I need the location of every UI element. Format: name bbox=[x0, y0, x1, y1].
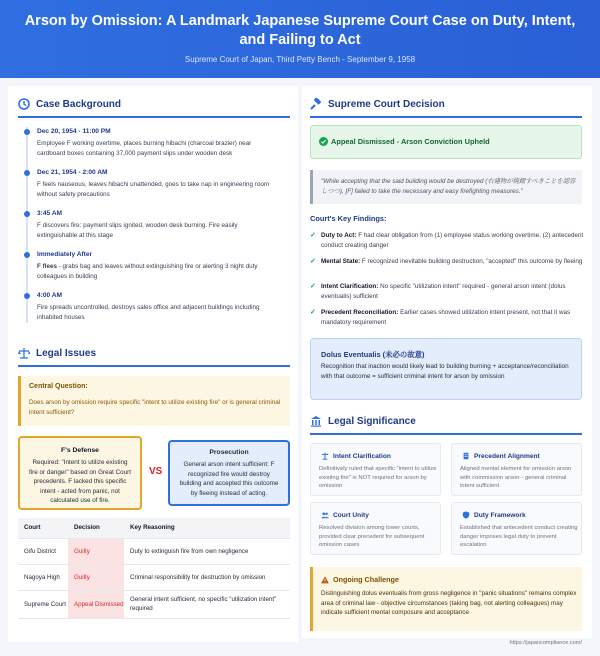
finding-label: Duty to Act: bbox=[321, 232, 357, 239]
timeline-text: Employee F working overtime, places burning hibachi (charcoal brazier) near cardboard boxes containing 37,000 payment slips under wooden desk bbox=[37, 140, 252, 157]
significance-card bbox=[310, 443, 441, 496]
card-heading bbox=[321, 511, 369, 519]
key-findings-title: Court's Key Findings: bbox=[310, 214, 387, 223]
card-text: Aligned mental element for omission arson with commission arson - general criminal intent sufficient bbox=[460, 466, 572, 490]
page-subtitle: Supreme Court of Japan, Third Petty Bench - September 9, 1958 bbox=[184, 55, 416, 64]
decision-cell: Guilty bbox=[68, 564, 124, 590]
table-row bbox=[18, 538, 290, 564]
table-row bbox=[18, 590, 290, 618]
significance-heading bbox=[310, 415, 416, 427]
timeline-date: Immediately After bbox=[37, 251, 93, 258]
column-header: Court bbox=[18, 518, 68, 538]
significance-card bbox=[451, 502, 582, 555]
timeline-text: F feels nauseous, leaves hibachi unattended, goes to take nap in engineering room without safety precautions bbox=[37, 181, 270, 198]
gavel-icon bbox=[310, 98, 322, 110]
card-title: Precedent Alignment bbox=[474, 452, 540, 460]
dolus-title: Dolus Eventualis (未必の故意) bbox=[321, 350, 425, 359]
users-icon bbox=[321, 511, 329, 519]
court-quote bbox=[310, 170, 582, 204]
scales-icon bbox=[18, 347, 30, 359]
challenge-heading bbox=[321, 575, 399, 584]
check-icon: ✓ bbox=[310, 309, 316, 316]
defense-title: F's Defense bbox=[61, 447, 99, 454]
finding-text bbox=[321, 282, 586, 301]
timeline-dot bbox=[24, 252, 30, 258]
finding-label: Precedent Reconciliation: bbox=[321, 309, 399, 316]
timeline-text-rest: - grabs bag and leaves without extinguishing fire or alerting 3 night duty colleagues in building bbox=[37, 263, 258, 280]
finding-text bbox=[321, 308, 586, 327]
divider bbox=[310, 433, 582, 435]
decision-title: Supreme Court Decision bbox=[328, 98, 445, 110]
prosecution-title: Prosecution bbox=[209, 449, 249, 456]
timeline-dot bbox=[24, 211, 30, 217]
shield-icon bbox=[462, 511, 470, 519]
versus-label: VS bbox=[149, 466, 163, 477]
challenge-title: Ongoing Challenge bbox=[333, 575, 399, 584]
check-icon: ✓ bbox=[310, 258, 316, 265]
court-quote-text: "While accepting that the said building would be destroyed (右建物が焼燬すべきことを認容しつつ), [F] failed to take the necessary and easy firefighting measures." bbox=[321, 178, 576, 195]
card-heading bbox=[462, 511, 526, 519]
card-text: Resolved division among lower courts, provided clear precedent for subsequent omission cases bbox=[319, 525, 425, 549]
finding-item bbox=[310, 231, 582, 251]
finding-text bbox=[321, 231, 586, 250]
decision-cell: Appeal Dismissed bbox=[68, 590, 124, 618]
finding-body: Earlier cases showed utilization intent present, not that it was mandatory requirement bbox=[321, 309, 571, 326]
table-cell: Duty to extinguish fire from own negligence bbox=[124, 538, 290, 564]
divider bbox=[310, 116, 582, 118]
card-title: Duty Framework bbox=[474, 511, 526, 519]
central-question-title: Central Question: bbox=[29, 383, 88, 390]
timeline-dot bbox=[24, 170, 30, 176]
dolus-eventualis-box bbox=[310, 338, 582, 400]
timeline-text: Fire spreads uncontrolled, destroys sales office and adjacent buildings including inhabited houses bbox=[37, 304, 260, 321]
finding-body: F had clear obligation from (1) employee status working overtime, (2) antecedent conduct creating danger bbox=[321, 232, 584, 249]
decision-heading bbox=[310, 98, 445, 110]
card-heading bbox=[462, 452, 540, 460]
table-row bbox=[18, 564, 290, 590]
significance-card bbox=[310, 502, 441, 555]
page-title: Arson by Omission: A Landmark Japanese Supreme Court Case on Duty, Intent, and Failing to Act bbox=[24, 13, 576, 48]
timeline-date: 4:00 AM bbox=[37, 292, 63, 299]
column-header: Key Reasoning bbox=[124, 518, 290, 538]
table-cell: Criminal responsibility for destruction by omission bbox=[124, 564, 290, 590]
courthouse-icon bbox=[310, 415, 322, 427]
defense-box bbox=[18, 436, 142, 510]
timeline-dot bbox=[24, 129, 30, 135]
finding-item bbox=[310, 308, 582, 328]
table-header-row bbox=[18, 518, 290, 538]
scales-icon bbox=[321, 452, 329, 460]
timeline-lead: F flees bbox=[37, 263, 57, 270]
finding-item bbox=[310, 257, 582, 277]
divider bbox=[18, 116, 290, 118]
check-icon: ✓ bbox=[310, 232, 316, 239]
finding-text bbox=[321, 257, 586, 267]
decision-cell: Guilty bbox=[68, 538, 124, 564]
timeline-text bbox=[37, 262, 277, 281]
ongoing-challenge-box bbox=[310, 567, 582, 631]
warning-icon bbox=[321, 576, 329, 584]
legal-issues-title: Legal Issues bbox=[36, 347, 97, 359]
table-cell: General intent sufficient, no specific "utilization intent" required bbox=[124, 590, 290, 618]
challenge-text: Distinguishing dolus eventualis from gross negligence in "panic situations" remains complex area of criminal law - objective circumstances (taking bag, not alerting colleagues) may indicate sufficient mental composure and acceptance bbox=[321, 590, 577, 616]
prosecution-box bbox=[168, 440, 290, 506]
document-icon bbox=[462, 452, 470, 460]
footer-url: https://japancompliance.com/ bbox=[509, 640, 582, 646]
finding-label: Mental State: bbox=[321, 258, 361, 265]
card-text: Established that antecedent conduct creating danger imposes legal duty to prevent escalation bbox=[460, 525, 578, 549]
defense-text: Required: "Intent to utilize existing fire or danger" based on Great Court precedents. F lacked this specific intent - acted from panic, not calculated use of fire. bbox=[29, 459, 131, 504]
significance-title: Legal Significance bbox=[328, 415, 416, 427]
check-circle-icon bbox=[319, 137, 328, 146]
column-header: Decision bbox=[68, 518, 124, 538]
check-icon: ✓ bbox=[310, 283, 316, 290]
history-icon bbox=[18, 98, 30, 110]
finding-body: F recognized inevitable building destruction, "accepted" this outcome by fleeing bbox=[360, 258, 583, 265]
card-title: Intent Clarification bbox=[333, 452, 391, 460]
timeline-dot bbox=[24, 293, 30, 299]
central-question-text: Does arson by omission require specific "intent to utilize existing fire" or is general criminal intent sufficient? bbox=[29, 399, 281, 416]
finding-label: Intent Clarification: bbox=[321, 283, 379, 290]
timeline-date: 3:45 AM bbox=[37, 210, 63, 217]
case-background-title: Case Background bbox=[36, 98, 122, 110]
finding-body: No specific "utilization intent" required - general arson intent (dolus eventualis) sufficient bbox=[321, 283, 566, 300]
case-background-heading bbox=[18, 98, 121, 110]
timeline-date: Dec 20, 1954 - 11:00 PM bbox=[37, 128, 111, 135]
page-header bbox=[0, 0, 600, 78]
dolus-text: Recognition that inaction would likely lead to building burning + acceptance/reconciliation with that outcome = sufficient criminal intent for arson by omission bbox=[321, 363, 569, 380]
card-text: Definitively ruled that specific "intent to utilize existing fire" is NOT required for arson by omission bbox=[319, 466, 437, 490]
card-title: Court Unity bbox=[333, 511, 369, 519]
decision-result: Appeal Dismissed - Arson Conviction Upheld bbox=[331, 137, 490, 146]
divider bbox=[18, 365, 290, 367]
court-decisions-table bbox=[18, 518, 290, 619]
timeline-text: F discovers fire: payment slips ignited, wooden desk burning. Fire easily extinguishable at this stage bbox=[37, 222, 238, 239]
legal-issues-heading bbox=[18, 347, 96, 359]
timeline-date: Dec 21, 1954 - 2:00 AM bbox=[37, 169, 108, 176]
finding-item bbox=[310, 282, 582, 302]
card-heading bbox=[321, 452, 391, 460]
decision-result-banner bbox=[310, 125, 582, 159]
prosecution-text: General arson intent sufficient: F recognized fire would destroy building and accepted this outcome by fleeing instead of acting. bbox=[179, 461, 279, 497]
table-cell: Nagoya High bbox=[18, 564, 68, 590]
table-cell: Gifu District bbox=[18, 538, 68, 564]
significance-card bbox=[451, 443, 582, 496]
central-question bbox=[18, 376, 290, 426]
table-cell: Supreme Court bbox=[18, 590, 68, 618]
